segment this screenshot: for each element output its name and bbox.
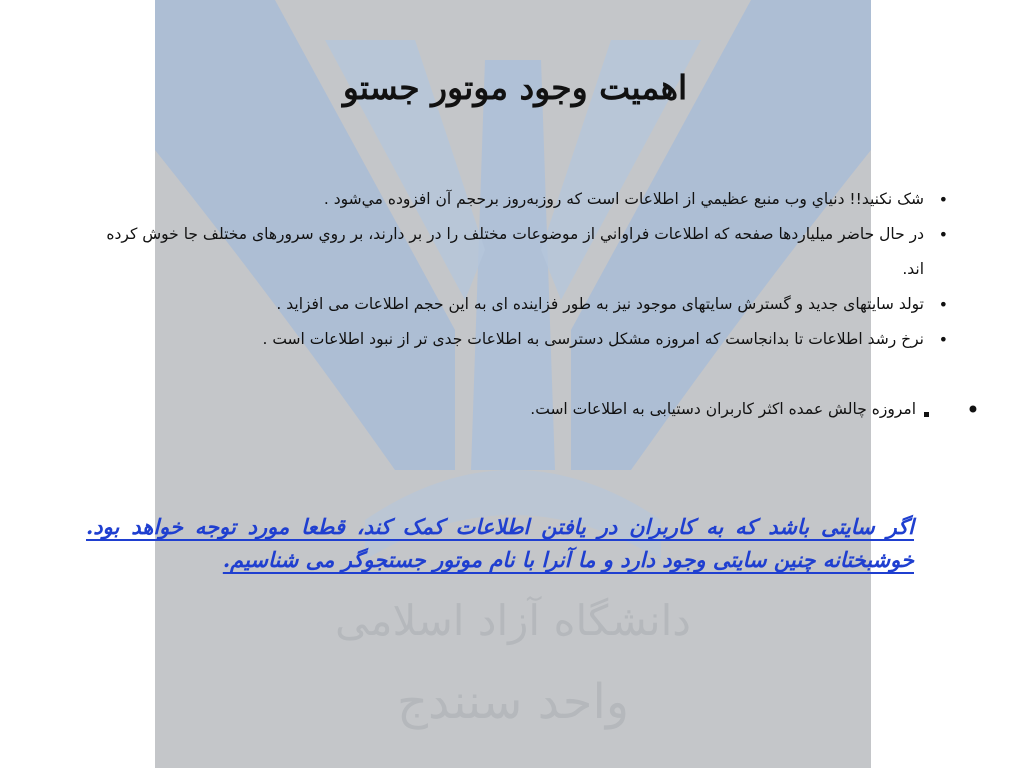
list-item xyxy=(96,287,950,322)
bullet-icon: • xyxy=(938,190,948,209)
quote-link[interactable]: اگر سایتی باشد که به کاربران در یافتن اطلاعات کمک کند، قطعا مورد توجه خواهد بود. خوشبختانه چنین سایتی وجود دارد و ما آنرا با نام موتور جستجوگر می شناسیم. xyxy=(86,514,914,572)
bullet-text: شک نکنيد!! دنياي وب منبع عظيمي از اطلاعات است که روزبه‌روز برحجم آن افزوده مي‌شود . xyxy=(323,190,924,208)
square-bullet-icon xyxy=(924,412,929,417)
university-emblem-watermark xyxy=(155,0,871,768)
bullet-icon: • xyxy=(938,330,948,349)
bullet-icon: • xyxy=(938,295,948,314)
list-item xyxy=(96,322,950,357)
sub-bullet xyxy=(300,396,980,424)
bullet-icon: • xyxy=(965,396,980,424)
bullet-icon: • xyxy=(938,225,948,244)
list-item xyxy=(96,217,950,287)
slide-title: اهمیت وجود موتور جستو xyxy=(342,68,688,107)
watermark-caption-2: واحد سنندج xyxy=(396,674,630,730)
emblem-icon xyxy=(155,0,871,768)
bullet-text: نرخ رشد اطلاعات تا بدانجاست که امروزه مشکل دسترسی به اطلاعات جدی تر از نبود اطلاعات است . xyxy=(262,330,924,348)
list-item xyxy=(96,182,950,217)
bullet-list xyxy=(96,182,950,357)
bullet-text: تولد سایتهای جدید و گسترش سایتهای موجود نیز به طور فزاینده ای به این حجم اطلاعات می افزاید . xyxy=(276,295,924,313)
watermark-caption-1: دانشگاه آزاد اسلامی xyxy=(335,596,691,645)
sub-bullet-text: امروزه چالش عمده اکثر کاربران دستیابی به اطلاعات است. xyxy=(530,400,916,418)
bullet-text: در حال حاضر ميلياردها صفحه که اطلاعات فراواني از موضوعات مختلف را در بر دارند، بر روي سرورهای مختلف جا خوش کرده اند. xyxy=(106,225,924,278)
